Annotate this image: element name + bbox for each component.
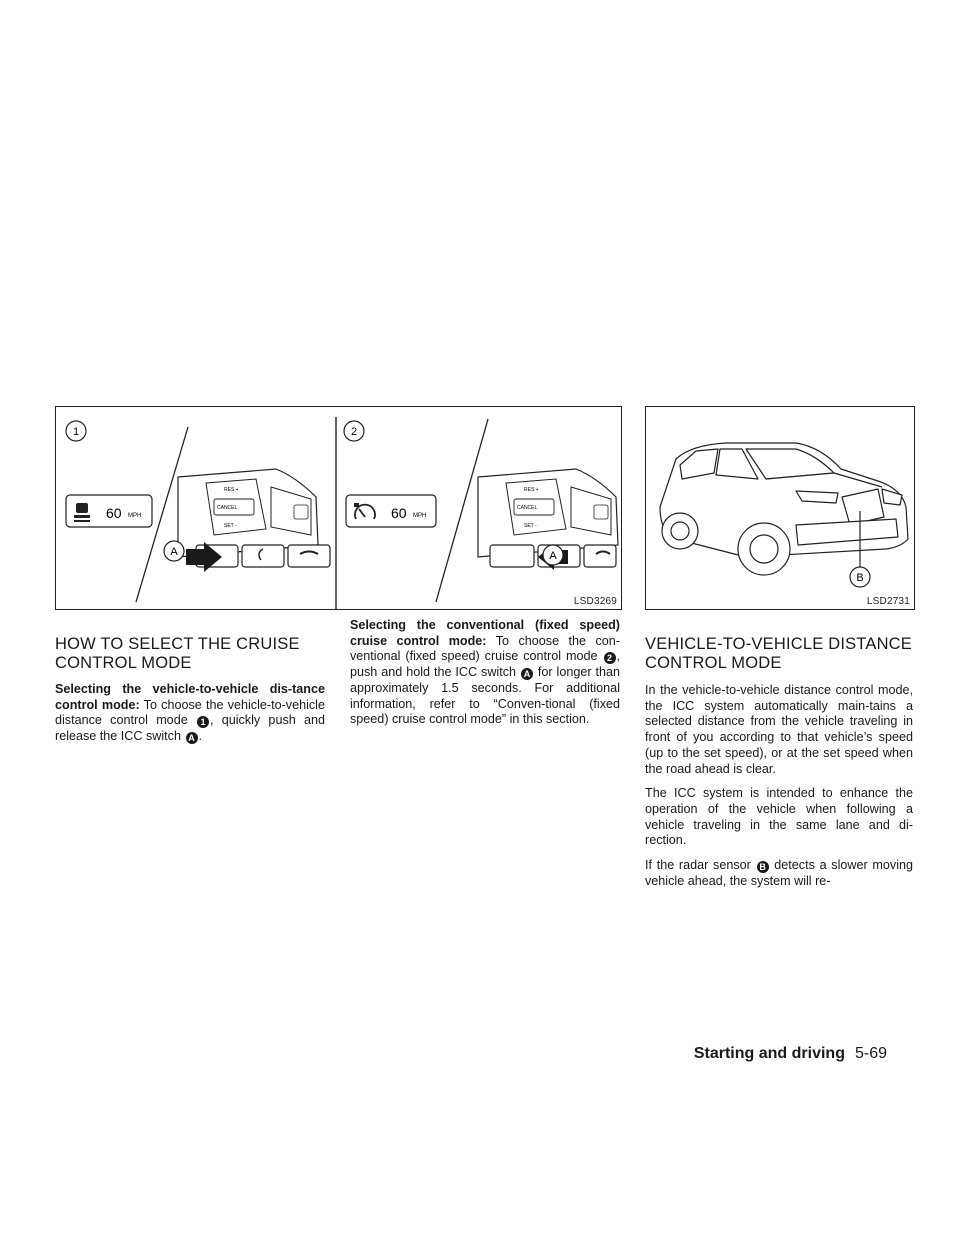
callout-a-1: A [170,546,178,558]
figure-code: LSD3269 [573,596,617,607]
speed-unit-2: MPH [413,513,427,519]
ref-marker: B [757,861,769,873]
speed-unit: MPH [128,513,142,519]
paragraph: Selecting the vehicle-to-vehicle dis-tance control mode: To choose the vehicle-to-vehicle distance control mode 1 , quickly push and release the ICC switch A . [55,682,325,744]
icc-switch-illustration [56,407,621,609]
figure-code: LSD2731 [866,596,910,607]
section-heading: VEHICLE-TO-VEHICLE DISTANCE CONTROL MODE [645,635,913,672]
callout-a-2: A [549,550,557,562]
svg-text:SET -: SET - [524,523,537,529]
section-heading: HOW TO SELECT THE CRUISE CONTROL MODE [55,635,300,672]
paragraph: If the radar sensor B detects a slower moving vehicle ahead, the system will re- [645,858,914,888]
column-1 [55,635,325,754]
footer-section: Starting and driving [693,1045,845,1062]
svg-text:SET -: SET - [224,523,237,529]
figure-icc-switch [55,406,622,610]
column-3 [645,635,913,898]
svg-text:RES +: RES + [224,487,239,493]
speed-value: 60 [106,505,122,521]
svg-text:RES +: RES + [524,487,539,493]
vehicle-illustration [646,407,914,609]
ref-marker: 1 [197,716,209,728]
page-footer [694,1045,887,1063]
svg-text:CANCEL: CANCEL [217,505,238,511]
panel-1-number: 1 [72,426,80,438]
panel-2-number: 2 [350,426,358,438]
speed-value-2: 60 [391,505,407,521]
ref-marker: 2 [604,652,616,664]
svg-text:CANCEL: CANCEL [517,505,538,511]
paragraph: Selecting the conventional (fixed speed) cruise control mode: To choose the con-ventional (fixed speed) cruise control mode 2 , push and hold the ICC switch A for longer than approximately 1.5 seconds. For additional information, refer to “Conven-tional (fixed speed) cruise control mode” in this section. [350,618,621,727]
callout-b: B [856,572,864,584]
page-number: 5-69 [854,1045,887,1062]
paragraph: The ICC system is intended to enhance the operation of the vehicle when following a vehicle traveling in the same lane and di-rection. [645,786,913,848]
column-2 [350,618,620,737]
ref-marker: A [186,732,198,744]
ref-marker: A [521,668,533,680]
figure-radar-sensor [645,406,915,610]
paragraph: In the vehicle-to-vehicle distance control mode, the ICC system automatically main-tains a selected distance from the vehicle traveling in front of you according to that vehicle’s speed (up to the set speed), or at the set speed when the road ahead is clear. [645,683,913,776]
